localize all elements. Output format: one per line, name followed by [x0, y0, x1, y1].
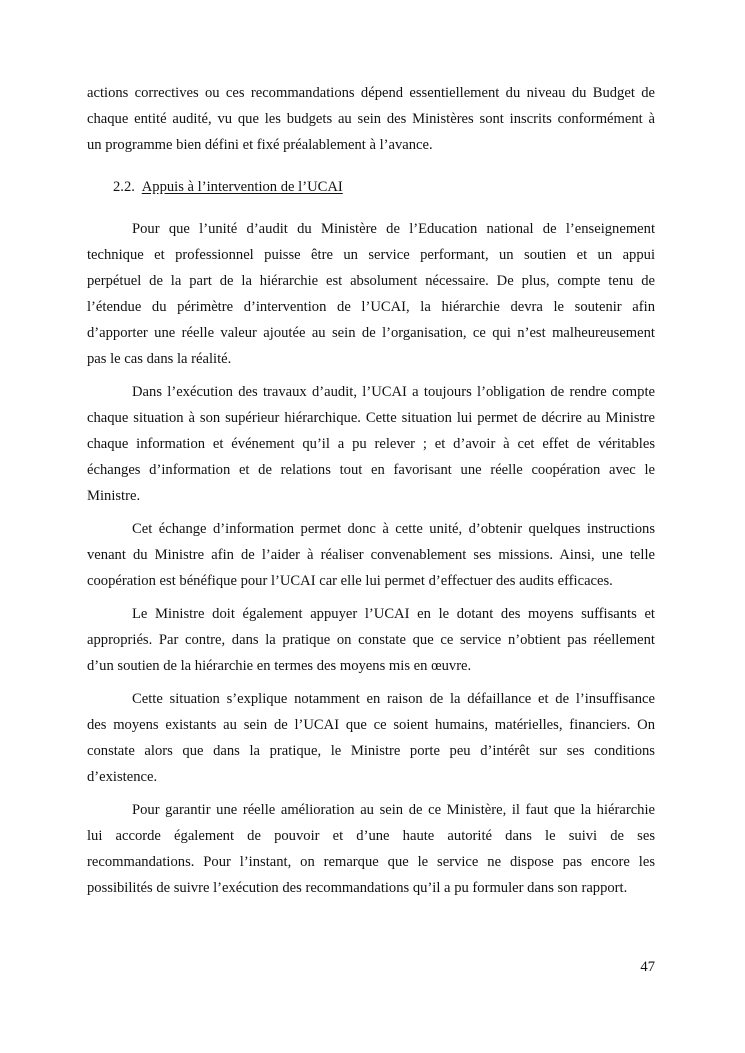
- text-line: recommandations. Pour l’instant, on remarque que le service ne dispose pas encore les: [87, 854, 655, 870]
- text-line: coopération est bénéfique pour l’UCAI car elle lui permet d’effectuer des audits efficaces.: [87, 573, 613, 589]
- section-title: Appuis à l’intervention de l’UCAI: [141, 179, 343, 195]
- text-line: d’apporter une réelle valeur ajoutée au sein de l’organisation, ce qui n’est malheureusement: [87, 325, 655, 341]
- paragraph: [87, 797, 655, 901]
- text-line: perpétuel de la part de la hiérarchie est absolument nécessaire. De plus, compte tenu de: [87, 273, 655, 289]
- text-line: un programme bien défini et fixé préalablement à l’avance.: [87, 137, 433, 153]
- text-line: chaque situation à son supérieur hiérarchique. Cette situation lui permet de décrire au Ministre: [87, 410, 655, 426]
- text-line: Dans l’exécution des travaux d’audit, l’UCAI a toujours l’obligation de rendre compte: [132, 384, 655, 400]
- text-line: pas le cas dans la réalité.: [87, 351, 232, 367]
- paragraph: [87, 516, 655, 594]
- section-heading: [113, 174, 655, 200]
- text-line: possibilités de suivre l’exécution des recommandations qu’il a pu formuler dans son rapport.: [87, 880, 628, 896]
- text-line: Pour garantir une réelle amélioration au sein de ce Ministère, il faut que la hiérarchie: [132, 802, 655, 818]
- page-number: 47: [640, 959, 655, 975]
- text-line: Le Ministre doit également appuyer l’UCAI en le dotant des moyens suffisants et: [132, 606, 655, 622]
- text-line: d’existence.: [87, 769, 158, 785]
- text-line: des moyens existants au sein de l’UCAI que ce soient humains, matérielles, financiers. On: [87, 717, 655, 733]
- text-line: d’un soutien de la hiérarchie en termes des moyens mis en œuvre.: [87, 658, 472, 674]
- text-line: chaque entité audité, vu que les budgets au sein des Ministères sont inscrits conformément à: [87, 111, 655, 127]
- paragraph: [87, 216, 655, 372]
- body-text: [87, 216, 655, 901]
- text-line: échanges d’information et de relations tout en favorisant une réelle coopération avec le: [87, 462, 655, 478]
- document-page: [87, 80, 655, 901]
- text-line: l’étendue du périmètre d’intervention de l’UCAI, la hiérarchie devra le soutenir afin: [87, 299, 655, 315]
- text-line: constate alors que dans la pratique, le Ministre porte peu d’intérêt sur ses conditions: [87, 743, 655, 759]
- text-line: technique et professionnel puisse être un service performant, un soutien et un appui: [87, 247, 655, 263]
- text-line: chaque information et événement qu’il a pu relever ; et d’avoir à cet effet de véritables: [87, 436, 655, 452]
- text-line: Ministre.: [87, 488, 141, 504]
- paragraph: [87, 601, 655, 679]
- text-line: venant du Ministre afin de l’aider à réaliser convenablement ses missions. Ainsi, une telle: [87, 547, 655, 563]
- text-line: Cet échange d’information permet donc à cette unité, d’obtenir quelques instructions: [132, 521, 655, 537]
- section-number: 2.2.: [113, 179, 135, 195]
- text-line: actions correctives ou ces recommandations dépend essentiellement du niveau du Budget de: [87, 85, 655, 101]
- text-line: appropriés. Par contre, dans la pratique on constate que ce service n’obtient pas réellement: [87, 632, 655, 648]
- paragraph: [87, 379, 655, 509]
- text-line: Cette situation s’explique notamment en raison de la défaillance et de l’insuffisance: [132, 691, 655, 707]
- text-line: Pour que l’unité d’audit du Ministère de l’Education national de l’enseignement: [132, 221, 655, 237]
- intro-paragraph: [87, 80, 655, 158]
- paragraph: [87, 686, 655, 790]
- text-line: lui accorde également de pouvoir et d’une haute autorité dans le suivi de ses: [87, 828, 655, 844]
